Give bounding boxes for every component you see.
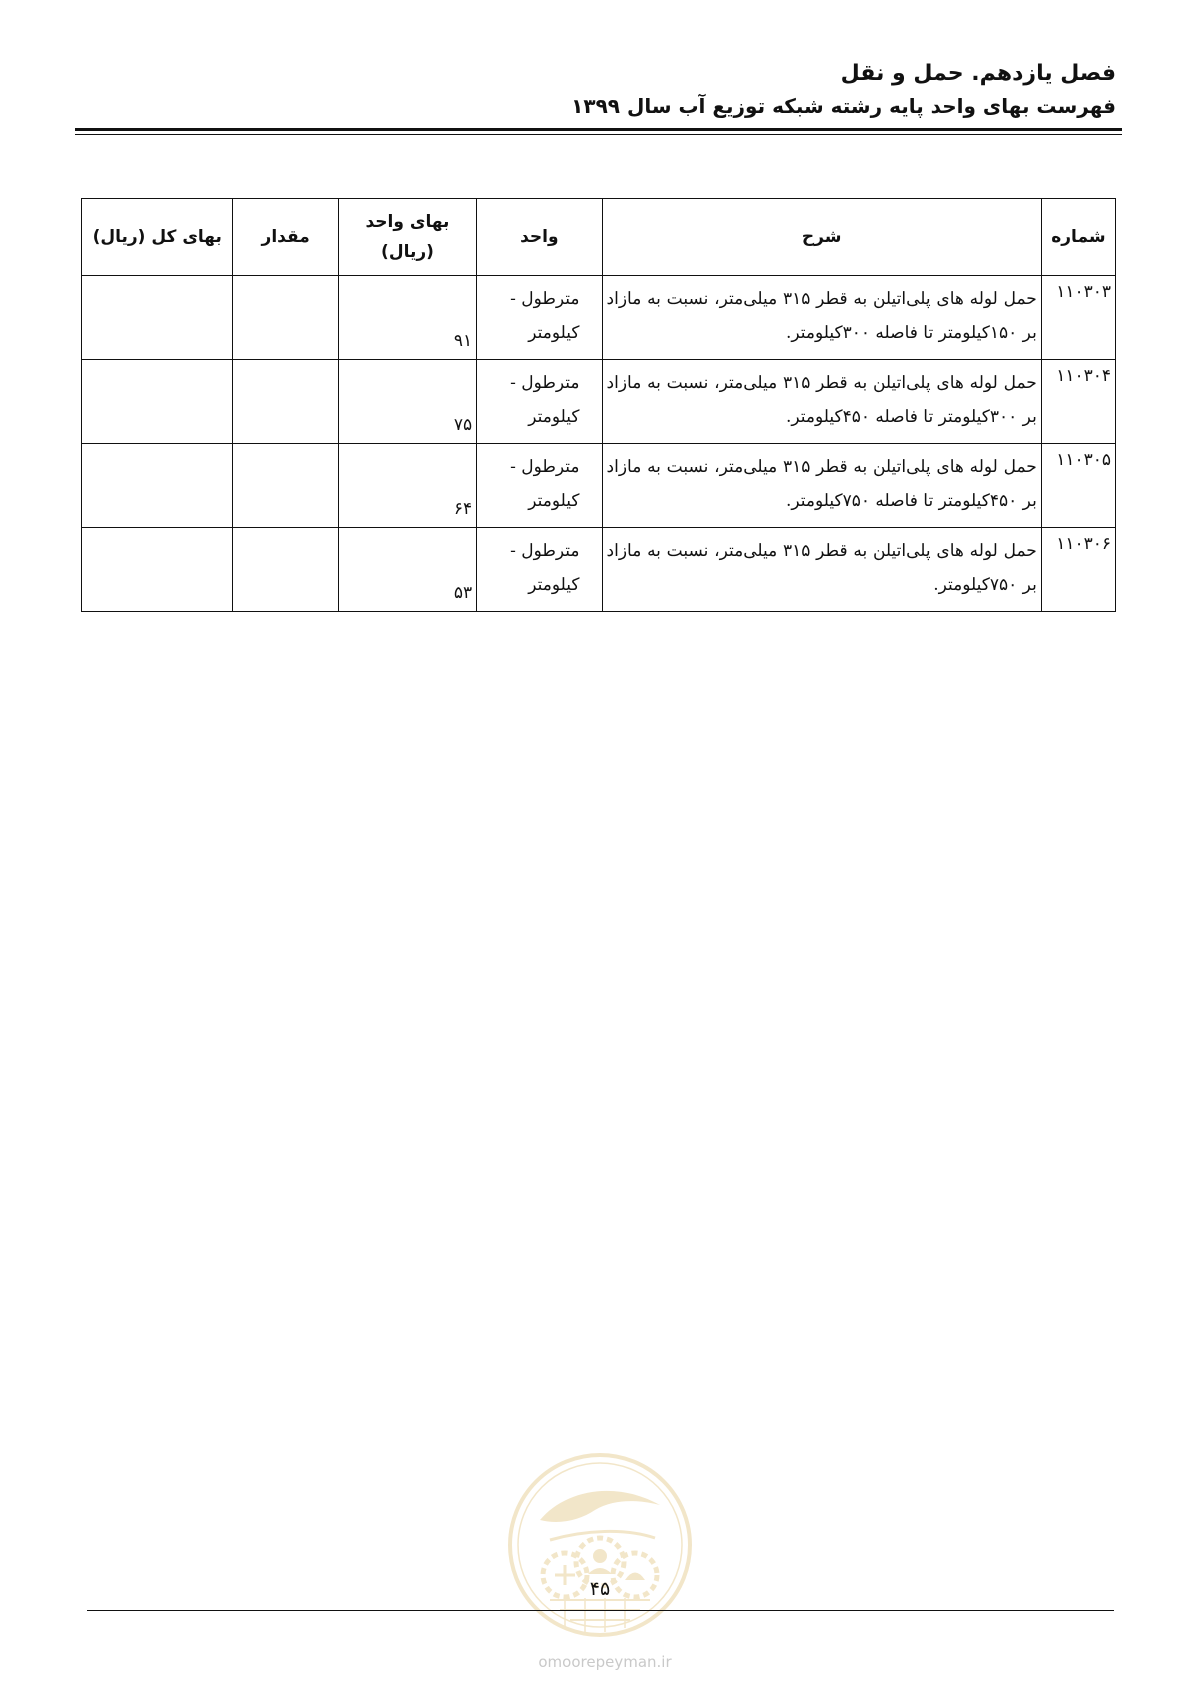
row-unit-price: ۶۴: [453, 499, 473, 519]
row-total-price: [82, 444, 233, 528]
table-row: [82, 528, 1116, 612]
row-unit: مترطول - کیلومتر: [477, 528, 602, 612]
row-code: ۱۱۰۳۰۶: [1041, 528, 1115, 612]
column-header-unit: واحد: [477, 199, 602, 276]
chapter-title: فصل یازدهم. حمل و نقل: [840, 61, 1116, 86]
column-header-unit-price: [338, 199, 476, 276]
row-unit-price-cell: [338, 528, 476, 612]
row-unit: مترطول - کیلومتر: [477, 444, 602, 528]
price-list-table: [81, 198, 1116, 612]
document-subtitle: فهرست بهای واحد پایه رشته شبکه توزیع آب سال ۱۳۹۹: [571, 94, 1116, 118]
row-description: حمل لوله های پلی‌اتیلن به قطر ۳۱۵ میلی‌متر، نسبت به مازاد بر ۷۵۰کیلومتر.: [602, 528, 1041, 612]
unit-price-header-line1: بهای واحد: [365, 212, 450, 232]
row-code: ۱۱۰۳۰۴: [1041, 360, 1115, 444]
row-description: حمل لوله های پلی‌اتیلن به قطر ۳۱۵ میلی‌متر، نسبت به مازاد بر ۱۵۰کیلومتر تا فاصله ۳۰۰کیلومتر.: [602, 276, 1041, 360]
row-total-price: [82, 528, 233, 612]
row-unit: مترطول - کیلومتر: [477, 360, 602, 444]
table-header-row: [82, 199, 1116, 276]
row-total-price: [82, 276, 233, 360]
header-rule-thin: [75, 134, 1122, 135]
table-row: [82, 276, 1116, 360]
column-header-description: شرح: [602, 199, 1041, 276]
unit-price-header-line2: (ریال): [381, 242, 434, 262]
page-header: [76, 58, 1116, 122]
column-header-total-price: بهای کل (ریال): [82, 199, 233, 276]
row-unit-price: ۷۵: [453, 415, 473, 435]
watermark-url: omoorepeyman.ir: [538, 1653, 672, 1671]
table-row: [82, 360, 1116, 444]
row-code: ۱۱۰۳۰۵: [1041, 444, 1115, 528]
row-unit-price-cell: [338, 360, 476, 444]
row-unit-price-cell: [338, 276, 476, 360]
row-code: ۱۱۰۳۰۳: [1041, 276, 1115, 360]
table-row: [82, 444, 1116, 528]
header-rule-thick: [75, 128, 1122, 131]
row-quantity: [233, 444, 338, 528]
column-header-code: شماره: [1041, 199, 1115, 276]
page-number: ۴۵: [589, 1578, 611, 1600]
footer-rule: [87, 1610, 1114, 1611]
watermark-seal-logo: [505, 1450, 695, 1640]
row-quantity: [233, 360, 338, 444]
row-unit-price: ۵۳: [453, 583, 473, 603]
row-description: حمل لوله های پلی‌اتیلن به قطر ۳۱۵ میلی‌متر، نسبت به مازاد بر ۴۵۰کیلومتر تا فاصله ۷۵۰کیلومتر.: [602, 444, 1041, 528]
row-quantity: [233, 276, 338, 360]
row-total-price: [82, 360, 233, 444]
column-header-quantity: مقدار: [233, 199, 338, 276]
row-unit-price: ۹۱: [453, 331, 473, 351]
row-unit: مترطول - کیلومتر: [477, 276, 602, 360]
row-unit-price-cell: [338, 444, 476, 528]
row-quantity: [233, 528, 338, 612]
row-description: حمل لوله های پلی‌اتیلن به قطر ۳۱۵ میلی‌متر، نسبت به مازاد بر ۳۰۰کیلومتر تا فاصله ۴۵۰کیلومتر.: [602, 360, 1041, 444]
